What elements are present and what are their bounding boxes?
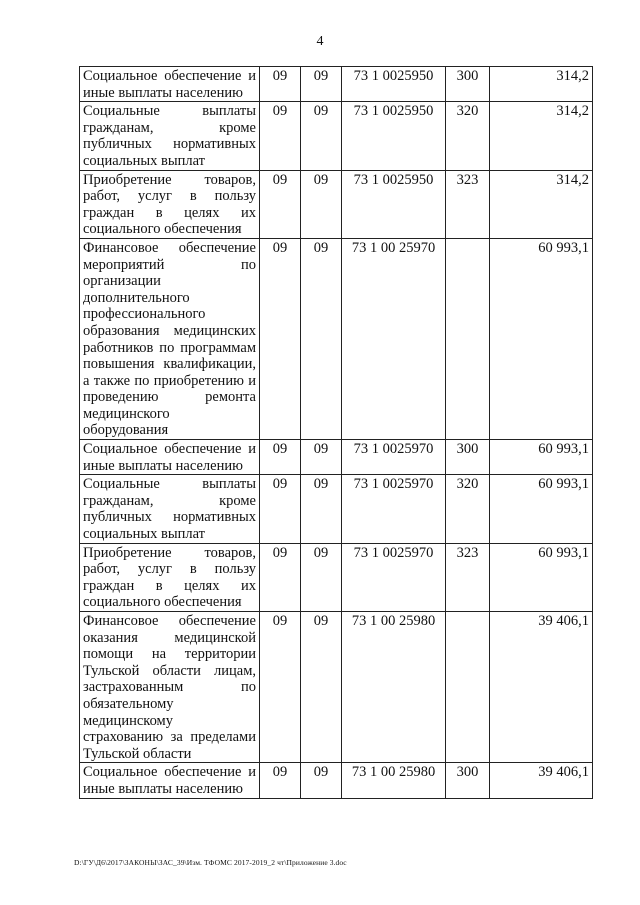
table-row [80, 612, 593, 763]
row-section-code: 09 [260, 238, 301, 439]
table-row [80, 475, 593, 543]
row-expense-type-code [446, 238, 490, 439]
row-expense-type-code [446, 612, 490, 763]
row-target-article-code: 73 1 0025950 [342, 170, 446, 238]
row-expense-type-code: 300 [446, 763, 490, 798]
row-amount: 60 993,1 [490, 238, 593, 439]
row-section-code: 09 [260, 170, 301, 238]
row-name: Приобретение товаров, работ, услуг в пользу граждан в целях их социального обеспечения [80, 170, 260, 238]
table-row [80, 102, 593, 170]
row-name: Социальные выплаты гражданам, кроме публичных нормативных социальных выплат [80, 102, 260, 170]
file-path-footer: D:\ГУ\Д6\2017\ЗАКОНЫ\ЗАС_39\Изм. ТФОМС 2017-2019_2 чт\Приложение 3.doc [74, 858, 347, 867]
row-section-code: 09 [260, 67, 301, 102]
row-section-code: 09 [260, 440, 301, 475]
row-expense-type-code: 320 [446, 102, 490, 170]
row-subsection-code: 09 [301, 102, 342, 170]
row-target-article-code: 73 1 0025970 [342, 543, 446, 611]
row-expense-type-code: 323 [446, 170, 490, 238]
budget-table [79, 66, 593, 799]
table-row [80, 763, 593, 798]
row-amount: 60 993,1 [490, 543, 593, 611]
row-section-code: 09 [260, 475, 301, 543]
row-expense-type-code: 320 [446, 475, 490, 543]
row-section-code: 09 [260, 102, 301, 170]
budget-table-body [80, 67, 593, 799]
table-row [80, 238, 593, 439]
row-name: Социальное обеспечение и иные выплаты населению [80, 440, 260, 475]
row-target-article-code: 73 1 00 25970 [342, 238, 446, 439]
row-amount: 60 993,1 [490, 440, 593, 475]
row-target-article-code: 73 1 0025970 [342, 440, 446, 475]
table-row [80, 543, 593, 611]
row-subsection-code: 09 [301, 440, 342, 475]
row-expense-type-code: 300 [446, 440, 490, 475]
row-subsection-code: 09 [301, 543, 342, 611]
row-name: Финансовое обеспечение оказания медицинской помощи на территории Тульской области лицам, застрахованным по обязательному медицинскому страхованию за пределами Тульской области [80, 612, 260, 763]
row-name: Социальное обеспечение и иные выплаты населению [80, 763, 260, 798]
row-target-article-code: 73 1 00 25980 [342, 612, 446, 763]
row-name: Социальные выплаты гражданам, кроме публичных нормативных социальных выплат [80, 475, 260, 543]
row-target-article-code: 73 1 0025950 [342, 67, 446, 102]
row-subsection-code: 09 [301, 612, 342, 763]
row-subsection-code: 09 [301, 238, 342, 439]
row-expense-type-code: 323 [446, 543, 490, 611]
table-row [80, 170, 593, 238]
row-section-code: 09 [260, 612, 301, 763]
table-row [80, 440, 593, 475]
row-subsection-code: 09 [301, 170, 342, 238]
table-row [80, 67, 593, 102]
row-amount: 314,2 [490, 67, 593, 102]
row-amount: 60 993,1 [490, 475, 593, 543]
row-name: Финансовое обеспечение мероприятий по организации дополнительного профессионального образования медицинских работников по программам повышения квалификации, а также по приобретению и проведению ремонта медицинского оборудования [80, 238, 260, 439]
row-target-article-code: 73 1 00 25980 [342, 763, 446, 798]
row-amount: 314,2 [490, 170, 593, 238]
row-amount: 39 406,1 [490, 763, 593, 798]
row-amount: 39 406,1 [490, 612, 593, 763]
row-subsection-code: 09 [301, 763, 342, 798]
row-section-code: 09 [260, 543, 301, 611]
page-number: 4 [316, 34, 324, 49]
row-subsection-code: 09 [301, 67, 342, 102]
row-target-article-code: 73 1 0025950 [342, 102, 446, 170]
row-expense-type-code: 300 [446, 67, 490, 102]
row-name: Приобретение товаров, работ, услуг в пользу граждан в целях их социального обеспечения [80, 543, 260, 611]
row-section-code: 09 [260, 763, 301, 798]
row-amount: 314,2 [490, 102, 593, 170]
row-target-article-code: 73 1 0025970 [342, 475, 446, 543]
row-name: Социальное обеспечение и иные выплаты населению [80, 67, 260, 102]
row-subsection-code: 09 [301, 475, 342, 543]
